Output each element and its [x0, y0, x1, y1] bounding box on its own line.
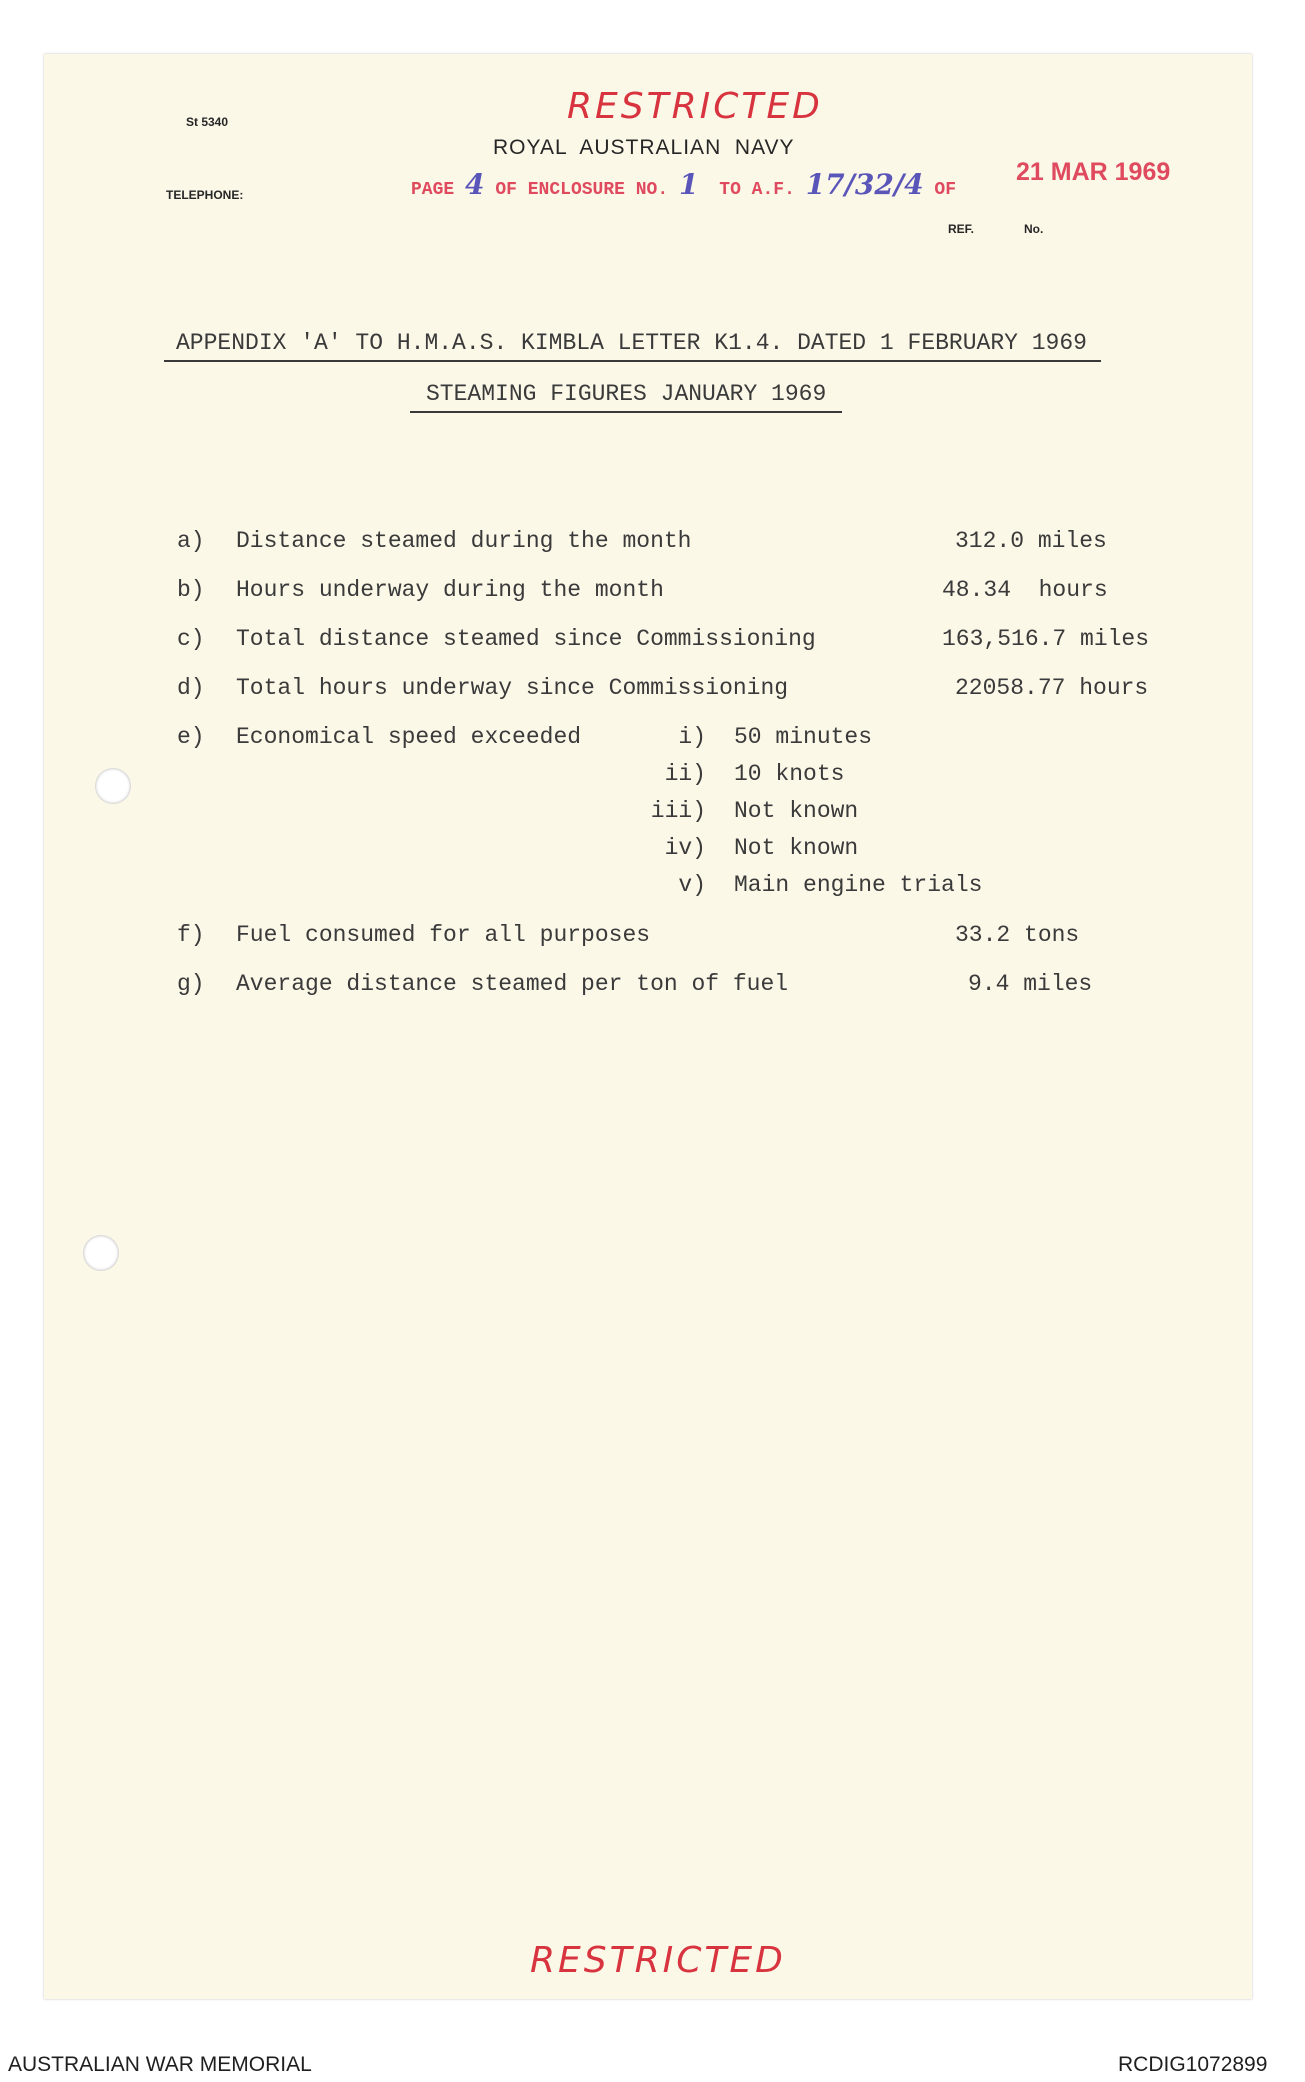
item-label: Total hours underway since Commissioning	[236, 675, 789, 701]
stamp-page-label: PAGE	[411, 180, 455, 200]
form-number: St 5340	[186, 115, 229, 129]
subitem-number: iv)	[664, 835, 706, 861]
item-value: 33.2 tons	[955, 922, 1080, 948]
subitem-number: i)	[678, 724, 706, 750]
item-label: Economical speed exceeded	[236, 724, 582, 750]
stamp-date: 21 MAR 1969	[1016, 158, 1171, 186]
item-letter: f)	[177, 922, 205, 948]
subitem-number: iii)	[650, 798, 706, 824]
item-letter: a)	[177, 528, 205, 554]
restricted-mark-bottom: RESTRICTED	[530, 1940, 786, 1981]
stamp-enclosure-label: OF ENCLOSURE NO.	[495, 180, 669, 200]
item-value: 48.34 hours	[942, 577, 1108, 603]
item-value: 22058.77 hours	[955, 675, 1149, 701]
item-label: Hours underway during the month	[236, 577, 664, 603]
ref-label: REF.	[948, 222, 975, 236]
subitem-number: v)	[678, 872, 706, 898]
subitem-text: 50 minutes	[734, 724, 873, 750]
subitem-text: Main engine trials	[734, 872, 983, 898]
punch-hole-upper	[95, 768, 131, 804]
item-letter: b)	[177, 577, 205, 603]
stamp-af-number: 17/32/4	[805, 168, 924, 201]
subitem-text: Not known	[734, 798, 859, 824]
item-value: 9.4 miles	[968, 971, 1093, 997]
punch-hole-lower	[83, 1235, 119, 1271]
subitem-text: Not known	[734, 835, 859, 861]
no-label: No.	[1024, 222, 1044, 236]
item-letter: d)	[177, 675, 205, 701]
item-letter: g)	[177, 971, 205, 997]
appendix-title: APPENDIX 'A' TO H.M.A.S. KIMBLA LETTER K1.4. DATED 1 FEBRUARY 1969	[164, 330, 1101, 362]
org-name: ROYAL AUSTRALIAN NAVY	[493, 136, 795, 159]
item-letter: e)	[177, 724, 205, 750]
enclosure-stamp	[411, 168, 956, 201]
item-label: Average distance steamed per ton of fuel	[236, 971, 789, 997]
item-value: 312.0 miles	[955, 528, 1107, 554]
steaming-figures-title: STEAMING FIGURES JANUARY 1969	[410, 381, 842, 413]
subitem-text: 10 knots	[734, 761, 845, 787]
stamp-to-label: TO A.F.	[719, 180, 795, 200]
item-letter: c)	[177, 626, 205, 652]
telephone-label: TELEPHONE:	[166, 188, 244, 202]
item-label: Fuel consumed for all purposes	[236, 922, 651, 948]
item-value: 163,516.7 miles	[942, 626, 1150, 652]
item-label: Total distance steamed since Commissioning	[236, 626, 816, 652]
stamp-page-number: 4	[465, 168, 485, 201]
stamp-of-label: OF	[934, 180, 956, 200]
restricted-mark-top: RESTRICTED	[567, 86, 823, 127]
footer-source: AUSTRALIAN WAR MEMORIAL	[8, 2053, 312, 2076]
item-label: Distance steamed during the month	[236, 528, 692, 554]
stamp-enclosure-number: 1	[678, 168, 699, 201]
footer-id: RCDIG1072899	[1118, 2053, 1268, 2076]
subitem-number: ii)	[664, 761, 706, 787]
